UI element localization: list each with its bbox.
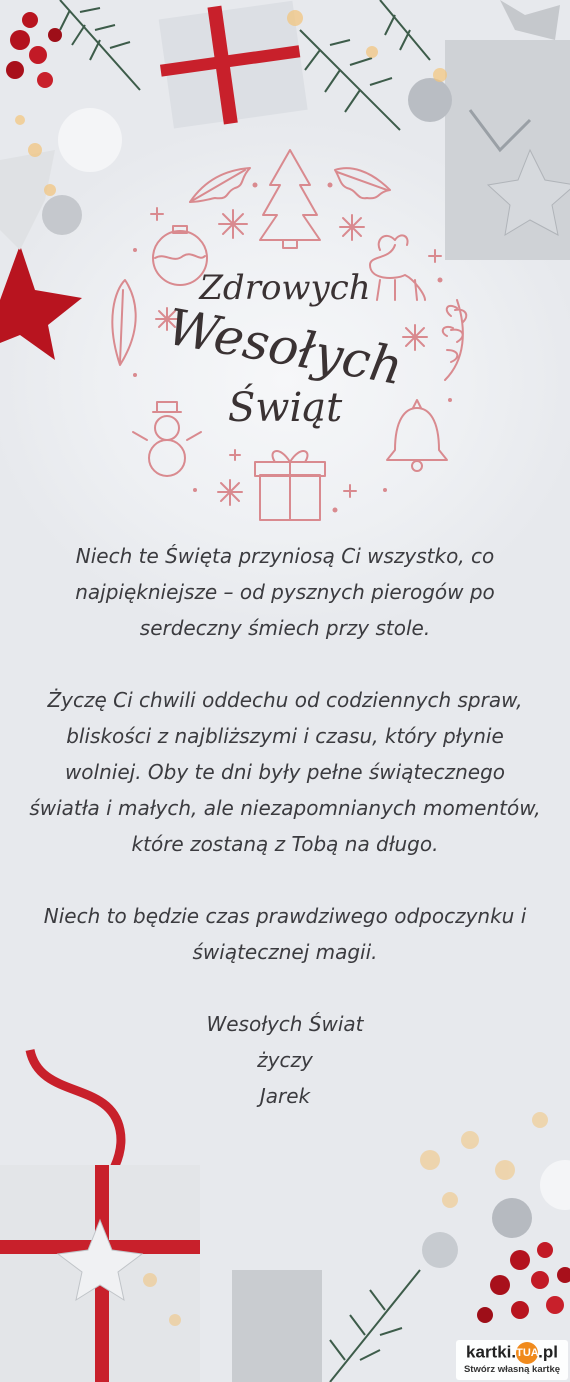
fir-branches-bottom: [330, 1270, 420, 1382]
berries-bottom-right: [477, 1242, 570, 1323]
message-paragraph: Niech to będzie czas prawdziwego odpoczynku i świątecznej magii.: [43, 904, 527, 964]
signature-line: Jarek: [259, 1084, 311, 1108]
message-paragraph: Niech te Święta przyniosą Ci wszystko, co najpiękniejsze – od pysznych pierogów po serdeczny śmiech przy stole.: [75, 544, 495, 640]
christmas-tree-icon: [260, 150, 320, 248]
snowflake-icon: [219, 210, 247, 238]
signature-line: życzy: [257, 1048, 313, 1072]
logo-badge: TUA: [516, 1342, 538, 1364]
snowflake-icon: [218, 480, 242, 505]
logo-tagline: Stwórz własną kartkę: [463, 1364, 561, 1375]
snowflake-icon: [340, 215, 364, 240]
title-line-2: Wesołych: [163, 297, 407, 397]
greeting-message: [28, 538, 542, 1114]
title-wreath: [95, 140, 475, 530]
star-red-left: [0, 245, 82, 360]
logo-brand: kartki.: [466, 1342, 517, 1362]
message-paragraph: Życzę Ci chwili oddechu od codziennych spraw, bliskości z najbliższymi i czasu, który płynie wolniej. Oby te dni były pełne świątecznego światła i małych, ale niezapomnianych momentów, które zostaną z Tobą na długo.: [29, 688, 541, 856]
gift-bottom-left: [0, 1165, 200, 1382]
holly-icon: [190, 168, 250, 202]
berries-top-left: [6, 12, 62, 88]
logo-wordmark: [456, 1340, 568, 1364]
logo-tld: .pl: [538, 1342, 558, 1362]
title-line-3: Świąt: [227, 385, 343, 431]
gift-icon: [255, 451, 325, 520]
holly-icon: [335, 168, 390, 198]
site-logo[interactable]: [456, 1340, 568, 1380]
star-silver-left: [0, 150, 55, 250]
gift-top-left: [159, 1, 308, 129]
signature: [28, 1006, 542, 1114]
bauble-silver-top: [408, 78, 452, 122]
signature-line: Wesołych Świat: [206, 1012, 364, 1036]
bauble-silver-bottom: [492, 1198, 532, 1238]
gift-silver-bottom: [232, 1270, 322, 1382]
title-line-1: Zdrowych: [199, 268, 371, 308]
star-top-right: [500, 0, 560, 40]
bauble-white-bottom: [540, 1160, 570, 1210]
